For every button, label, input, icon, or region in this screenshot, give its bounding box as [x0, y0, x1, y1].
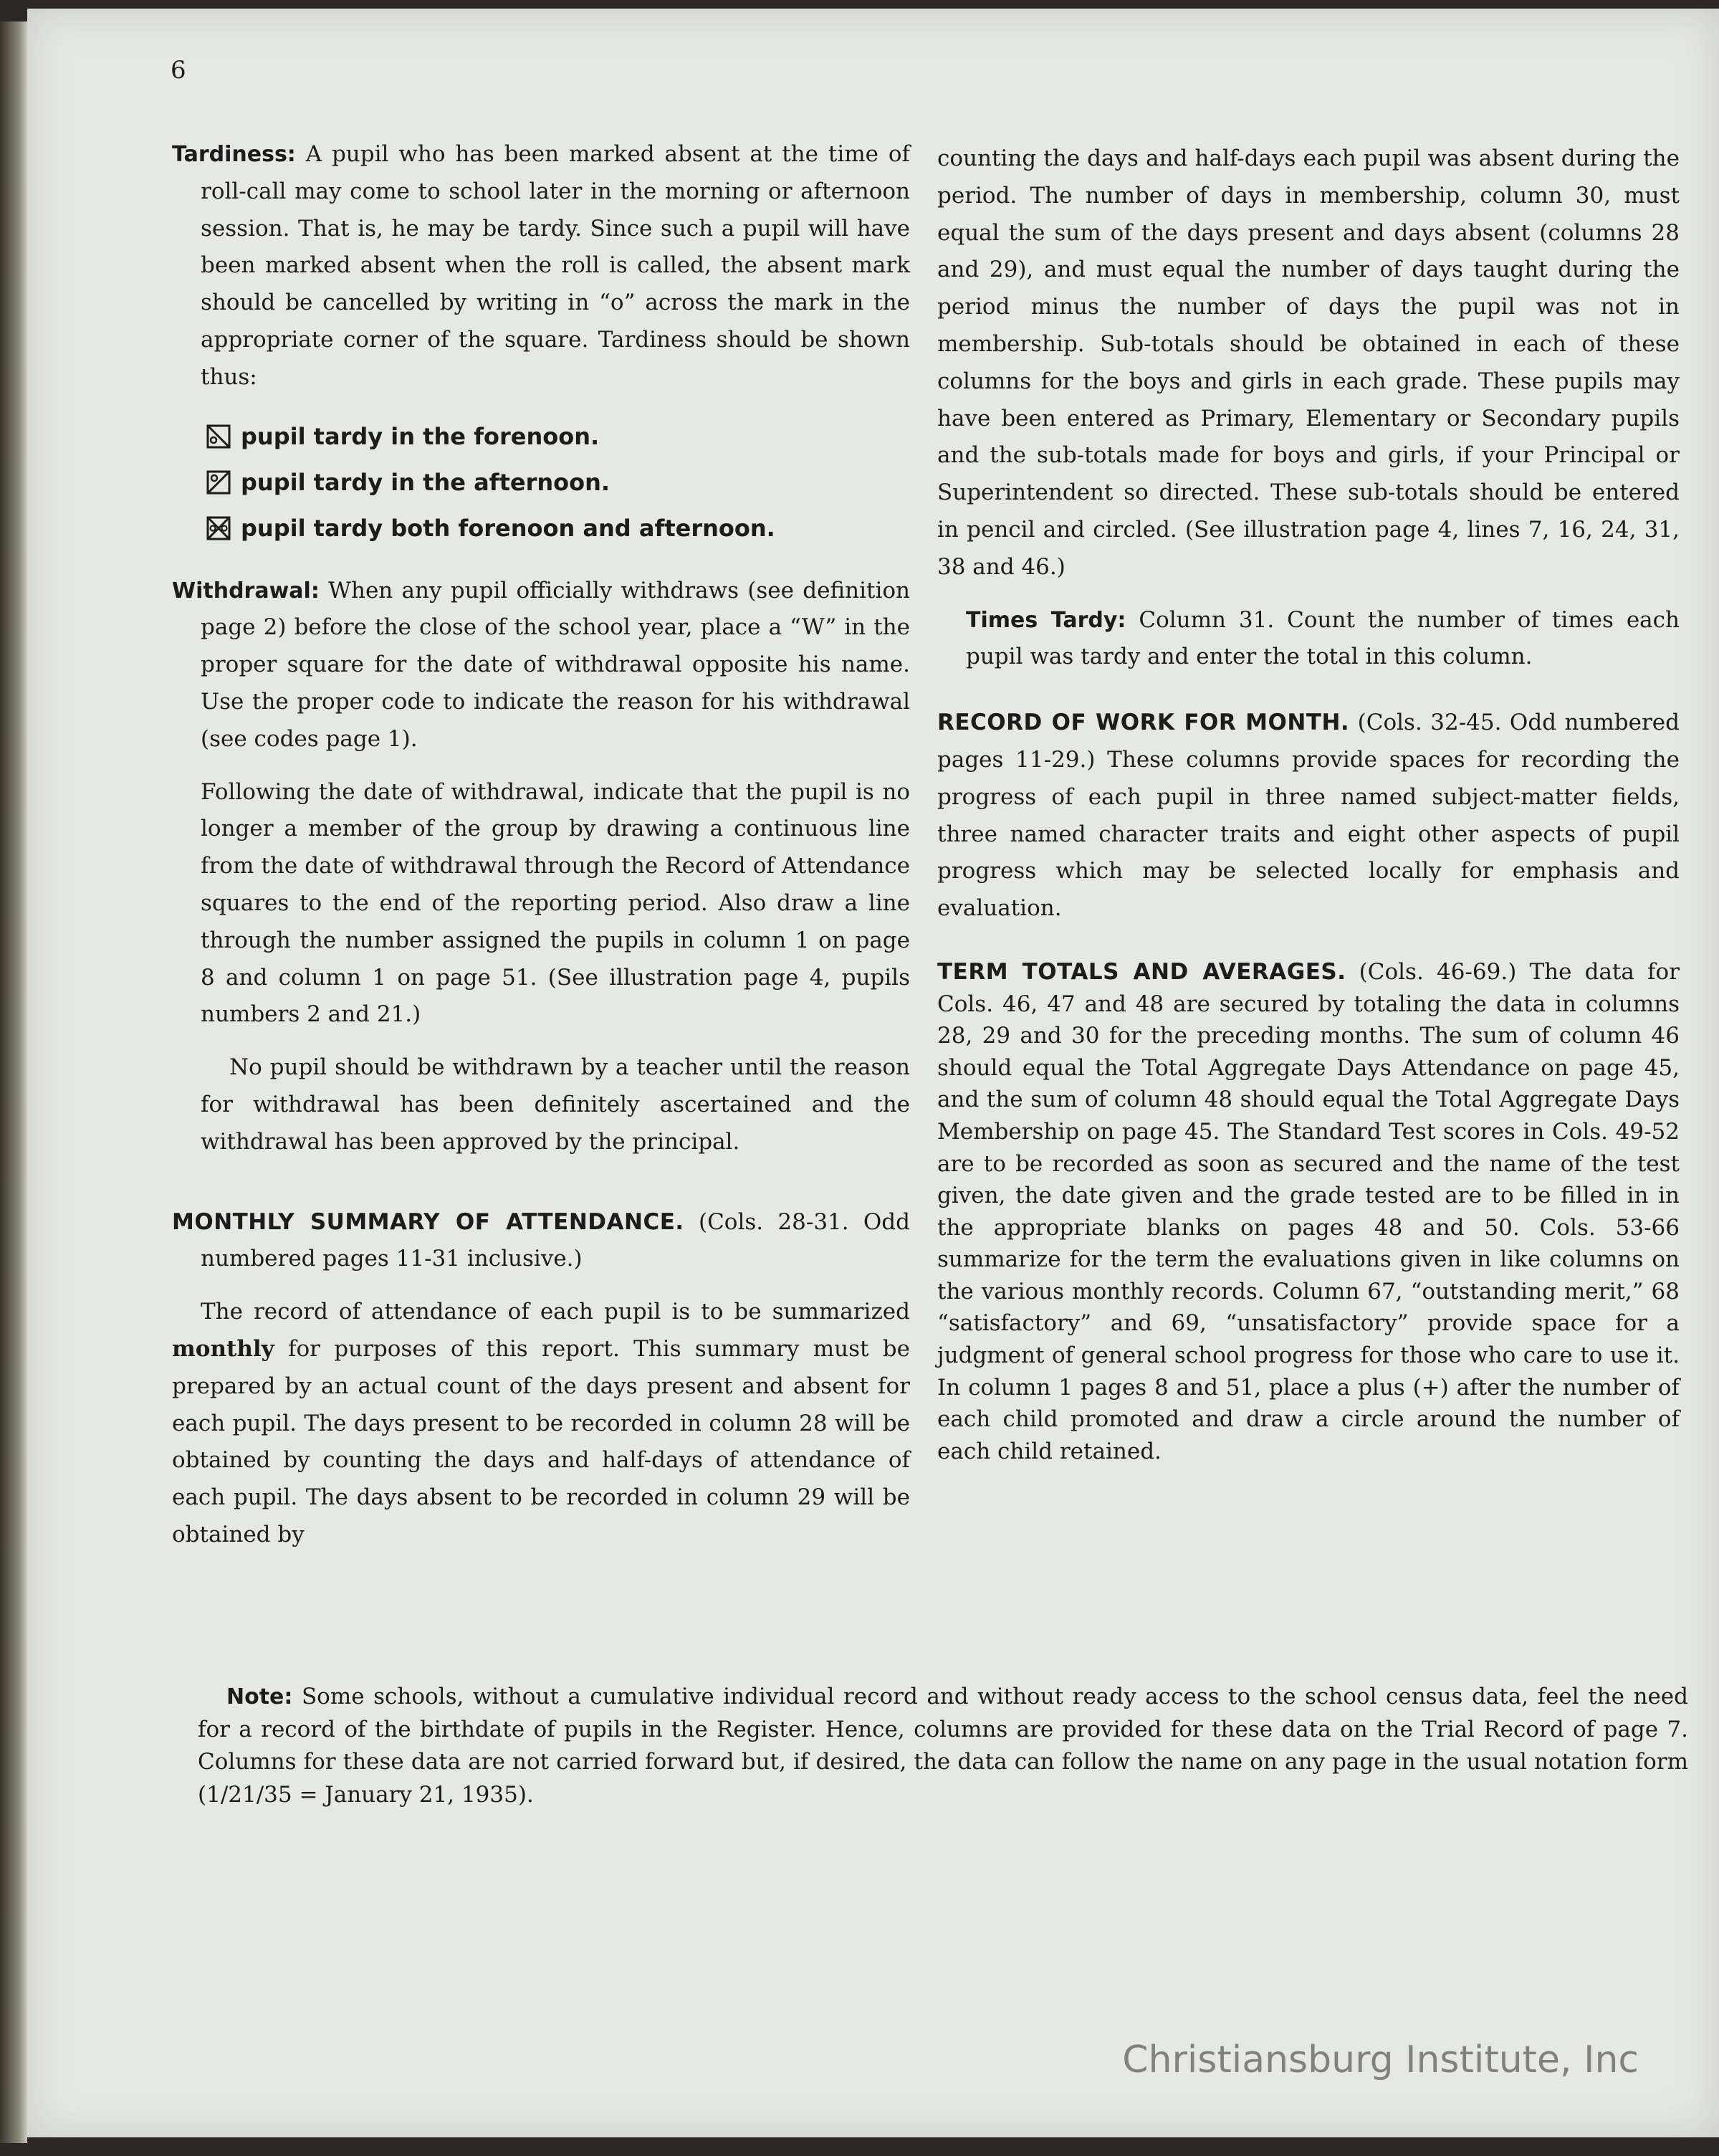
legend-text-both: pupil tardy both forenoon and afternoon. [241, 514, 775, 542]
tardiness-label: Tardiness: [172, 142, 296, 167]
record-of-work-text: (Cols. 32-45. Odd numbered pages 11-29.) These columns provide spaces for recording the progress of each pupil in three named subject-matter fields, three named character traits and eight other aspects of pupil progress which may be selected locally for emphasis and evaluation. [937, 710, 1680, 922]
times-tardy-label: Times Tardy: [966, 607, 1126, 633]
legend-item-both [206, 511, 910, 545]
withdrawal-text: When any pupil officially withdraws (see definition page 2) before the close of the school year, place a “W” in the proper square for the date of withdrawal opposite his name. Use the proper code to indicate the reason for his withdrawal (see codes page 1). [201, 577, 911, 752]
term-totals-text: (Cols. 46-69.) The data for Cols. 46, 47 and 48 are secured by totaling the data in columns 28, 29 and 30 for the preceding months. The sum of column 46 should equal the Total Aggregate Days Attendance on page 45, and the sum of column 48 should equal the Total Aggregate Days Membership on page 45. The Standard Test scores in Cols. 49-52 are to be recorded as soon as secured and the name of the test given, the date given and the grade tested are to be filled in in the appropriate blanks on pages 48 and 50. Cols. 53-66 summarize for the term the evaluations given in like columns on the various monthly records. Column 67, “outstanding merit,” 68 “satisfactory” and 69, “unsatisfactory” provide space for a judgment of general school progress for those who care to use it. In column 1 pages 8 and 51, place a plus (+) after the number of each child promoted and draw a circle around the number of each child retained. [937, 958, 1680, 1464]
legend-text-forenoon: pupil tardy in the forenoon. [241, 422, 600, 450]
page-number: 6 [171, 56, 186, 85]
monthly-summary-text-after: for purposes of this report. This summary must be prepared by an actual count of the days present and absent for each pupil. The days present to be recorded in column 28 will be obtained by counting the days and half-days of attendance of each pupil. The days absent to be recorded in column 29 will be obtained by [172, 1335, 910, 1547]
monthly-summary-text-before: The record of attendance of each pupil is to be summarized [201, 1299, 910, 1325]
times-tardy-paragraph [937, 602, 1680, 677]
note-text: Some schools, without a cumulative individual record and without ready access to the school census data, feel the need for a record of the birthdate of pupils in the Register. Hence, columns are provided for these data on the Trial Record of page 7. Columns for these data are not carried forward but, if desired, the data can follow the name on any page in the usual notation form (1/21/35 = January 21, 1935). [198, 1684, 1688, 1808]
withdrawal-paragraph-3: No pupil should be withdrawn by a teacher until the reason for withdrawal has been definitely ascertained and the withdrawal has been approved by the principal. [201, 1054, 910, 1155]
term-totals-heading: TERM TOTALS AND AVERAGES. [937, 958, 1346, 985]
record-of-work-paragraph [937, 705, 1680, 927]
term-totals-paragraph [937, 956, 1680, 1468]
left-column [172, 136, 910, 1554]
tardiness-paragraph [172, 136, 910, 396]
withdrawal-paragraph [172, 573, 910, 758]
tardy-both-mark-icon [206, 516, 231, 540]
withdrawal-label: Withdrawal: [172, 578, 320, 604]
document-page [27, 9, 1719, 2137]
monthly-summary-heading-line [172, 1204, 910, 1279]
times-tardy-text: Column 31. Count the number of times each pupil was tardy and enter the total in this column. [966, 606, 1680, 670]
monthly-summary-cols: (Cols. 28-31. Odd numbered pages 11-31 inclusive.) [201, 1208, 910, 1272]
legend-item-afternoon [206, 465, 910, 500]
monthly-summary-continued: counting the days and half-days each pupil was absent during the period. The number of days in membership, column 30, must equal the sum of the days present and days absent (columns 28 and 29), and must equal the number of days taught during the period minus the number of days the pupil was not in membership. Sub-totals should be obtained in each of these columns for the boys and girls in each grade. These pupils may have been entered as Primary, Elementary or Secondary pupils and the sub-totals made for boys and girls, if your Principal or Superintendent so directed. These sub-totals should be entered in pencil and circled. (See illustration page 4, lines 7, 16, 24, 31, 38 and 46.) [937, 146, 1680, 580]
legend-text-afternoon: pupil tardy in the afternoon. [241, 468, 610, 496]
tardy-afternoon-mark-icon [206, 470, 231, 495]
record-of-work-heading: RECORD OF WORK FOR MONTH. [937, 710, 1350, 736]
page-edge [0, 22, 27, 2143]
tardiness-text: A pupil who has been marked absent at the time of roll-call may come to school later in the morning or afternoon session. That is, he may be tardy. Since such a pupil will have been marked absent when the roll is called, the absent mark should be cancelled by writing in “o” across the mark in the appropriate corner of the square. Tardiness should be shown thus: [201, 141, 910, 390]
watermark: Christiansburg Institute, Inc [1122, 2038, 1639, 2081]
right-column [937, 140, 1680, 1467]
monthly-summary-paragraph [172, 1294, 910, 1554]
monthly-summary-heading: MONTHLY SUMMARY OF ATTENDANCE. [172, 1208, 684, 1235]
tardy-forenoon-mark-icon [206, 424, 231, 449]
note-paragraph [198, 1681, 1688, 1811]
note-label: Note: [226, 1684, 293, 1709]
monthly-summary-text-bold: monthly [172, 1335, 274, 1362]
legend-item-forenoon [206, 419, 910, 454]
withdrawal-paragraph-2: Following the date of withdrawal, indicate that the pupil is no longer a member of the group by drawing a continuous line from the date of withdrawal through the Record of Attendance squares to the end of the reporting period. Also draw a line through the number assigned the pupils in column 1 on page 8 and column 1 on page 51. (See illustration page 4, pupils numbers 2 and 21.) [201, 778, 910, 1028]
